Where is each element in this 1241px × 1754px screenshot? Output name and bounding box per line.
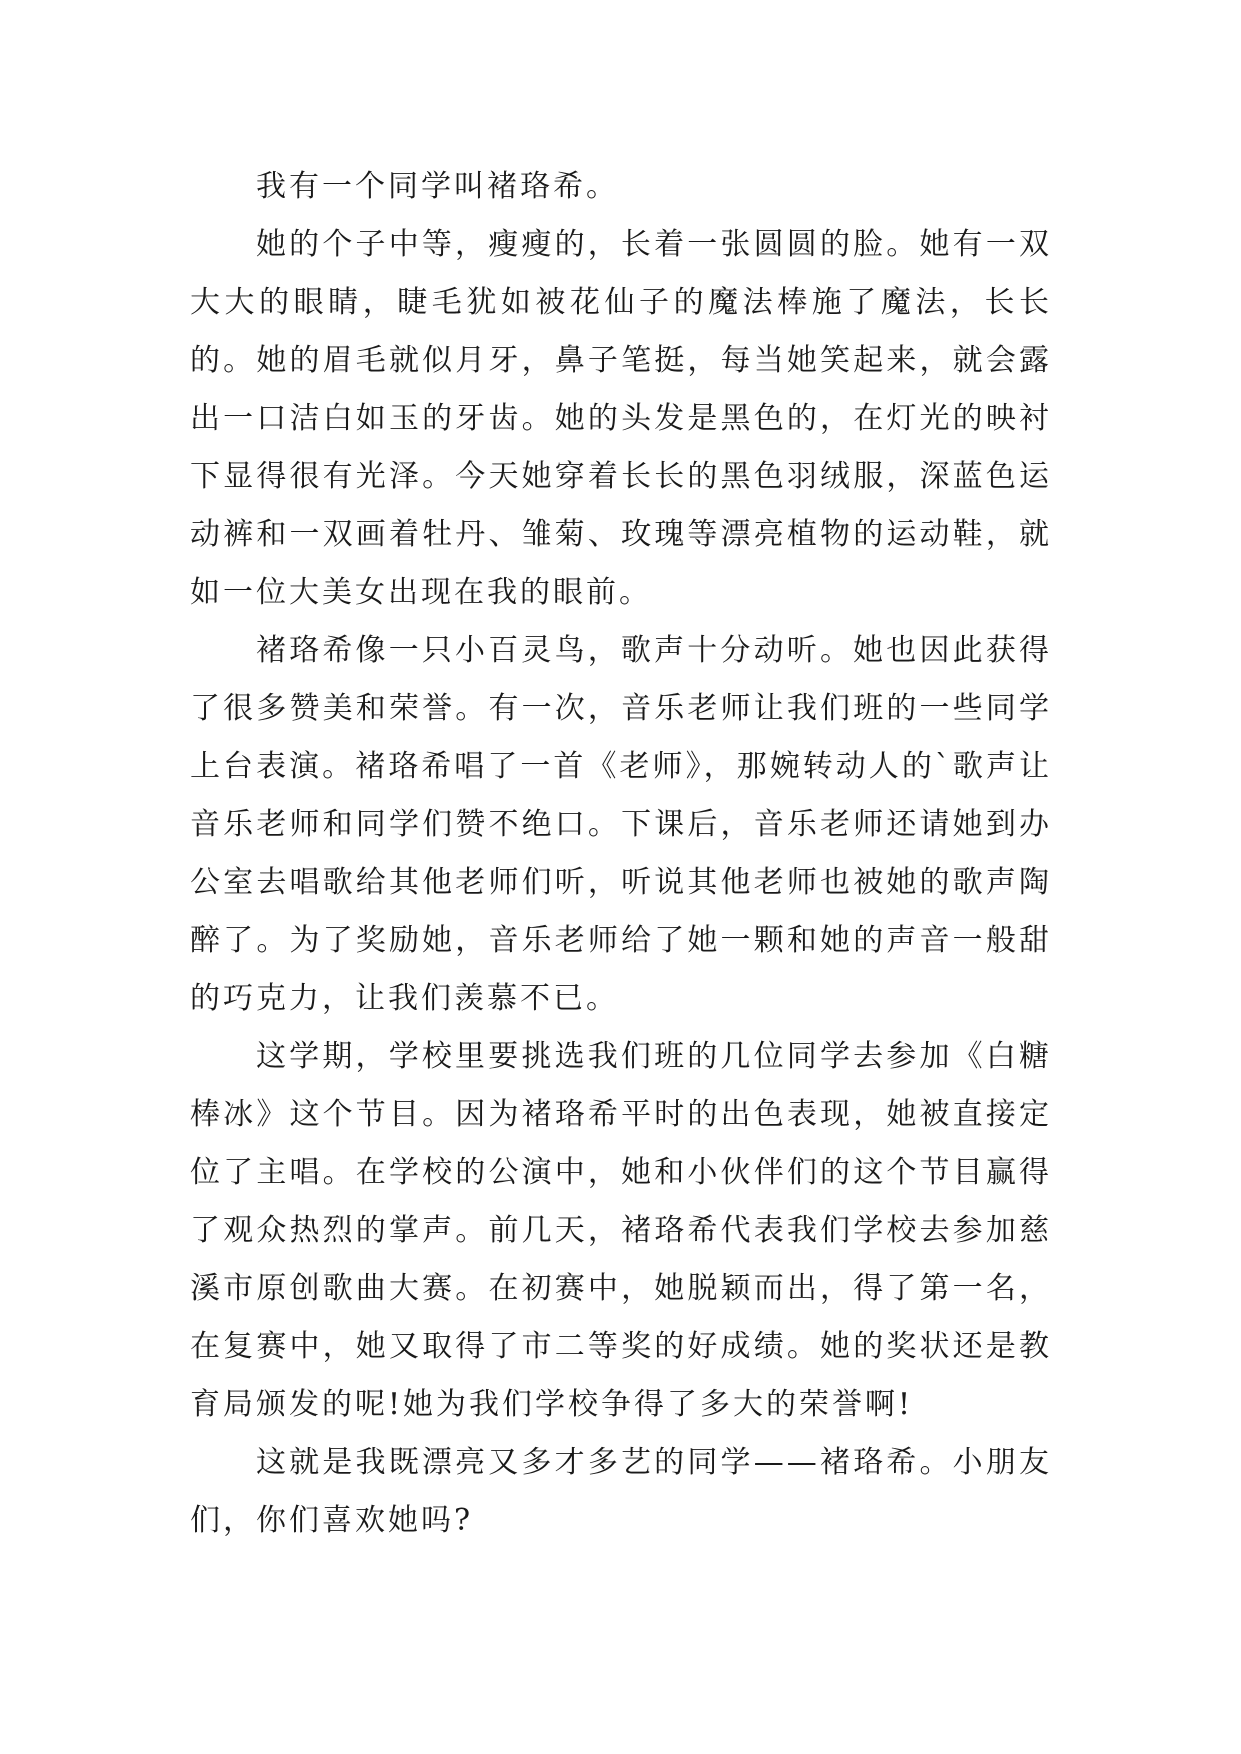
paragraph-1: 我有一个同学叫褚珞希。 <box>256 169 619 204</box>
paragraph-5: 这就是我既漂亮又多才多艺的同学——褚珞希。小朋友们，你们喜欢她吗? <box>190 1445 1052 1538</box>
paragraph-3: 褚珞希像一只小百灵鸟，歌声十分动听。她也因此获得了很多赞美和荣誉。有一次，音乐老师让我们班的一些同学上台表演。褚珞希唱了一首《老师》，那婉转动人的`歌声让音乐老师和同学们赞不绝口。下课后，音乐老师还请她到办公室去唱歌给其他老师们听，听说其他老师也被她的歌声陶醉了。为了奖励她，音乐老师给了她一颗和她的声音一般甜的巧克力，让我们羡慕不已。 <box>190 633 1052 1016</box>
essay-body <box>190 158 1052 1550</box>
paragraph-4: 这学期，学校里要挑选我们班的几位同学去参加《白糖棒冰》这个节目。因为褚珞希平时的出色表现，她被直接定位了主唱。在学校的公演中，她和小伙伴们的这个节目赢得了观众热烈的掌声。前几天，褚珞希代表我们学校去参加慈溪市原创歌曲大赛。在初赛中，她脱颖而出，得了第一名，在复赛中，她又取得了市二等奖的好成绩。她的奖状还是教育局颁发的呢!她为我们学校争得了多大的荣誉啊! <box>190 1039 1052 1422</box>
paragraph-2: 她的个子中等，瘦瘦的，长着一张圆圆的脸。她有一双大大的眼睛，睫毛犹如被花仙子的魔法棒施了魔法，长长的。她的眉毛就似月牙，鼻子笔挺，每当她笑起来，就会露出一口洁白如玉的牙齿。她的头发是黑色的，在灯光的映衬下显得很有光泽。今天她穿着长长的黑色羽绒服，深蓝色运动裤和一双画着牡丹、雏菊、玫瑰等漂亮植物的运动鞋，就如一位大美女出现在我的眼前。 <box>190 227 1052 610</box>
